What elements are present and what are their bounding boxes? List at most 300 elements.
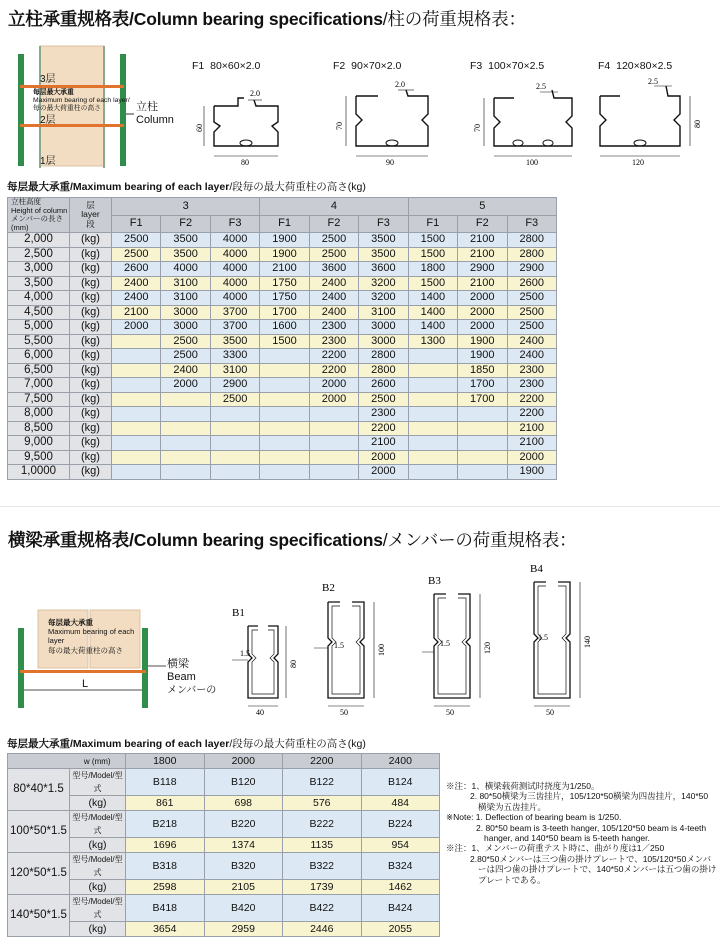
beam-model-cell: B320 xyxy=(204,853,283,880)
bearing-value-cell: 2500 xyxy=(507,305,557,320)
profile-f3 xyxy=(473,82,572,167)
beam-kg-cell: 576 xyxy=(283,796,362,811)
bearing-value-cell: 1500 xyxy=(408,233,457,248)
bearing-value-cell xyxy=(112,421,161,436)
bearing-value-cell xyxy=(112,407,161,422)
beam-kg-cell: 1374 xyxy=(204,838,283,853)
column-table-row xyxy=(8,320,557,335)
beam-label-en: Beam xyxy=(167,671,196,683)
note-line: ※注：1、メンバーの荷重テスト時に、曲がり度は1／250 xyxy=(446,843,665,854)
b1-thick-dim: 1.5 xyxy=(240,649,250,658)
subcol-header: F3 xyxy=(507,215,557,233)
beam-kg-cell: 1462 xyxy=(361,880,440,895)
bearing-value-cell: 2900 xyxy=(458,262,507,277)
bearing-value-cell: 2000 xyxy=(359,450,408,465)
b3-width-dim: 50 xyxy=(446,708,454,717)
b1-width-dim: 40 xyxy=(256,708,264,717)
row-unit: (kg) xyxy=(70,305,112,320)
w-header: 2000 xyxy=(204,754,283,769)
beam-max-jp: 每の最大荷重柱の高さ xyxy=(48,645,123,655)
row-height-value: 3,000 xyxy=(8,262,70,277)
bearing-value-cell xyxy=(309,450,358,465)
beam-size-label: 120*50*1.5 xyxy=(8,853,70,895)
model-label: 型号/Model/型式 xyxy=(70,853,126,880)
beam-max-en1: Maximum bearing of each xyxy=(48,627,135,637)
beam-model-cell: B224 xyxy=(361,811,440,838)
max-bearing-legend xyxy=(33,89,130,114)
beam-notes xyxy=(446,781,716,885)
b3-thick-dim: 1.5 xyxy=(440,639,450,648)
beam-kg-cell: 2055 xyxy=(361,922,440,937)
beam-model-cell: B324 xyxy=(361,853,440,880)
beam-model-cell: B118 xyxy=(126,769,205,796)
f1-width-dim: 80 xyxy=(241,158,249,167)
profile-f1 xyxy=(195,89,278,167)
beam-unit: (kg) xyxy=(70,796,126,811)
bearing-value-cell: 2800 xyxy=(359,349,408,364)
section2-title-bold: 横梁承重规格表/Column bearing specifications xyxy=(8,530,383,550)
bearing-value-cell: 2800 xyxy=(507,233,557,248)
profile-b3 xyxy=(422,575,492,717)
subcol-header: F2 xyxy=(458,215,507,233)
section1-title-rest: /柱の荷重規格表： xyxy=(382,9,526,29)
bearing-value-cell xyxy=(210,436,259,451)
beam-model-cell: B322 xyxy=(283,853,362,880)
beam-unit: (kg) xyxy=(70,838,126,853)
profile-f3-caption: F3 100×70×2.5 xyxy=(470,60,545,72)
bearing-value-cell: 1400 xyxy=(408,305,457,320)
bearing-value-cell: 1900 xyxy=(458,334,507,349)
beam-max-en2: layer xyxy=(48,636,65,646)
bearing-value-cell xyxy=(161,465,210,480)
beam-header-blank xyxy=(8,754,70,769)
row-height-value: 7,000 xyxy=(8,378,70,393)
beam-model-cell: B424 xyxy=(361,895,440,922)
column-table-row xyxy=(8,450,557,465)
model-label: 型号/Model/型式 xyxy=(70,811,126,838)
beam-unit: (kg) xyxy=(70,880,126,895)
bearing-value-cell xyxy=(408,349,457,364)
column-table-row xyxy=(8,378,557,393)
bearing-value-cell: 3500 xyxy=(161,247,210,262)
section1-table-title: 每层最大承重/Maximum bearing of each layer/段毎の最大荷重柱の高さ(kg) xyxy=(7,181,366,193)
beam-model-cell: B218 xyxy=(126,811,205,838)
bearing-value-cell xyxy=(161,450,210,465)
bearing-value-cell: 2000 xyxy=(507,450,557,465)
beam-model-row xyxy=(8,769,440,796)
bearing-value-cell: 1700 xyxy=(458,378,507,393)
beam-size-label: 80*40*1.5 xyxy=(8,769,70,811)
beam-label-jp: メンバーの xyxy=(167,685,217,696)
bearing-value-cell xyxy=(161,407,210,422)
w-header: 2400 xyxy=(361,754,440,769)
bearing-value-cell xyxy=(408,392,457,407)
row-unit: (kg) xyxy=(70,262,112,277)
bearing-value-cell xyxy=(112,349,161,364)
f2-thick-dim: 2.0 xyxy=(395,80,405,89)
bearing-value-cell: 2200 xyxy=(309,349,358,364)
note-line: ※Note: 1. Deflection of bearing beam is 1/250. xyxy=(446,812,622,823)
b4-height-dim: 140 xyxy=(583,636,592,648)
f1-thick-dim: 2.0 xyxy=(250,89,260,98)
beam-model-cell: B422 xyxy=(283,895,362,922)
bearing-value-cell: 1600 xyxy=(260,320,309,335)
b2-label: B2 xyxy=(322,582,335,594)
bearing-value-cell xyxy=(458,450,507,465)
section2-table-title: 每层最大承重/Maximum bearing of each layer/段毎の最大荷重柱の高さ(kg) xyxy=(7,738,366,750)
beam-kg-cell: 1135 xyxy=(283,838,362,853)
beam-kg-cell: 484 xyxy=(361,796,440,811)
bearing-value-cell: 2000 xyxy=(359,465,408,480)
bearing-value-cell xyxy=(260,378,309,393)
beam-kg-cell: 2598 xyxy=(126,880,205,895)
bearing-value-cell: 1500 xyxy=(408,276,457,291)
beam-kg-cell: 1696 xyxy=(126,838,205,853)
beam-rack-illustration xyxy=(14,608,234,708)
column-table-row xyxy=(8,276,557,291)
bearing-value-cell xyxy=(408,450,457,465)
bearing-value-cell: 2300 xyxy=(309,320,358,335)
bearing-value-cell: 2400 xyxy=(507,334,557,349)
row-unit: (kg) xyxy=(70,320,112,335)
row-height-value: 5,500 xyxy=(8,334,70,349)
bearing-value-cell: 3000 xyxy=(161,320,210,335)
beam-model-cell: B122 xyxy=(283,769,362,796)
subcol-header: F1 xyxy=(112,215,161,233)
bearing-value-cell xyxy=(408,363,457,378)
row-height-value: 8,000 xyxy=(8,407,70,422)
group-header-3-layers: 3 xyxy=(112,198,260,216)
bearing-value-cell xyxy=(112,450,161,465)
subcol-header: F1 xyxy=(408,215,457,233)
bearing-value-cell: 2000 xyxy=(309,378,358,393)
bearing-value-cell: 1700 xyxy=(260,305,309,320)
section2-title xyxy=(8,527,576,552)
beam-model-row xyxy=(8,895,440,922)
bearing-value-cell: 1850 xyxy=(458,363,507,378)
beam-model-cell: B124 xyxy=(361,769,440,796)
bearing-value-cell: 2900 xyxy=(507,262,557,277)
note-line: 2. 80*50横梁为三齿挂片，105/120*50横梁为四齿挂片，140*50 xyxy=(470,791,709,802)
profile-f4 xyxy=(600,77,702,167)
bearing-value-cell: 2200 xyxy=(309,363,358,378)
layer-column-header: 层 layer 段 xyxy=(70,198,112,233)
subcol-header: F1 xyxy=(260,215,309,233)
beam-model-cell: B420 xyxy=(204,895,283,922)
b4-width-dim: 50 xyxy=(546,708,554,717)
bearing-value-cell: 4000 xyxy=(210,262,259,277)
bearing-value-cell: 1900 xyxy=(458,349,507,364)
bearing-value-cell xyxy=(260,421,309,436)
bearing-value-cell: 3000 xyxy=(161,305,210,320)
bearing-value-cell: 2200 xyxy=(359,421,408,436)
beam-kg-cell: 3654 xyxy=(126,922,205,937)
beam-size-label: 100*50*1.5 xyxy=(8,811,70,853)
bearing-value-cell: 3600 xyxy=(309,262,358,277)
f4-thick-dim: 2.5 xyxy=(648,77,658,86)
bearing-value-cell: 2500 xyxy=(507,291,557,306)
row-unit: (kg) xyxy=(70,233,112,248)
group-header-4-layers: 4 xyxy=(260,198,408,216)
row-height-value: 9,000 xyxy=(8,436,70,451)
layer-1-label: 1层 xyxy=(40,156,56,167)
row-unit: (kg) xyxy=(70,363,112,378)
beam-model-cell: B418 xyxy=(126,895,205,922)
beam-unit: (kg) xyxy=(70,922,126,937)
profile-f2-caption: F2 90×70×2.0 xyxy=(333,60,402,72)
bearing-value-cell xyxy=(458,465,507,480)
bearing-value-cell: 2500 xyxy=(309,233,358,248)
profile-b4 xyxy=(530,564,592,717)
beam-label xyxy=(167,658,216,697)
section1-title xyxy=(8,6,526,31)
bearing-value-cell xyxy=(260,349,309,364)
column-table-row xyxy=(8,305,557,320)
bearing-value-cell: 2100 xyxy=(458,247,507,262)
row-unit: (kg) xyxy=(70,276,112,291)
column-table-row xyxy=(8,392,557,407)
note-line: 2. 80*50 beam is 3-teeth hanger, 105/120*50 beam is 4-teeth xyxy=(476,822,707,833)
beam-kg-cell: 954 xyxy=(361,838,440,853)
note-line: ーは四つ歯の掛けプレートで、140*50メンバーは五つ歯の掛け xyxy=(478,864,717,875)
bearing-value-cell: 1750 xyxy=(260,276,309,291)
b2-thick-dim: 1.5 xyxy=(334,641,344,650)
bearing-value-cell: 3500 xyxy=(210,334,259,349)
profile-f2 xyxy=(335,80,428,167)
beam-kg-cell: 1739 xyxy=(283,880,362,895)
section1-title-bold: 立柱承重规格表/Column bearing specifications xyxy=(8,9,383,29)
row-unit: (kg) xyxy=(70,291,112,306)
bearing-value-cell: 2100 xyxy=(112,305,161,320)
row-unit: (kg) xyxy=(70,450,112,465)
subcol-header: F2 xyxy=(161,215,210,233)
bearing-value-cell xyxy=(408,465,457,480)
column-table-row xyxy=(8,436,557,451)
column-table-row xyxy=(8,334,557,349)
beam-kg-row xyxy=(8,838,440,853)
f2-height-dim: 70 xyxy=(335,122,344,130)
bearing-value-cell: 4000 xyxy=(210,233,259,248)
bearing-value-cell xyxy=(161,421,210,436)
bearing-value-cell xyxy=(260,465,309,480)
column-table-row xyxy=(8,465,557,480)
bearing-value-cell xyxy=(112,392,161,407)
w-header: 2200 xyxy=(283,754,362,769)
bearing-value-cell: 2100 xyxy=(359,436,408,451)
beam-table-header xyxy=(8,754,440,769)
bearing-value-cell: 1800 xyxy=(408,262,457,277)
bearing-value-cell xyxy=(408,436,457,451)
column-table-header-groups xyxy=(8,198,557,216)
bearing-value-cell: 2100 xyxy=(458,276,507,291)
row-height-value: 3,500 xyxy=(8,276,70,291)
bearing-value-cell: 2500 xyxy=(210,392,259,407)
row-height-value: 8,500 xyxy=(8,421,70,436)
bearing-value-cell xyxy=(260,392,309,407)
bearing-value-cell xyxy=(210,421,259,436)
bearing-value-cell: 3000 xyxy=(359,334,408,349)
bearing-value-cell: 3200 xyxy=(359,276,408,291)
bearing-value-cell xyxy=(260,436,309,451)
layer-3-label: 3层 xyxy=(40,74,56,85)
bearing-value-cell xyxy=(408,407,457,422)
b4-label: B4 xyxy=(530,564,543,575)
model-label: 型号/Model/型式 xyxy=(70,895,126,922)
bearing-value-cell: 2000 xyxy=(309,392,358,407)
f2-width-dim: 90 xyxy=(386,158,394,167)
bearing-value-cell: 1900 xyxy=(507,465,557,480)
b4-thick-dim: 1.5 xyxy=(538,633,548,642)
subcol-header: F2 xyxy=(309,215,358,233)
bearing-value-cell: 3100 xyxy=(161,291,210,306)
bearing-value-cell xyxy=(309,465,358,480)
f3-width-dim: 100 xyxy=(526,158,538,167)
bearing-value-cell xyxy=(112,465,161,480)
f3-height-dim: 70 xyxy=(473,124,482,132)
bearing-value-cell: 2800 xyxy=(507,247,557,262)
f3-thick-dim: 2.5 xyxy=(536,82,546,91)
bearing-value-cell xyxy=(408,378,457,393)
beam-kg-row xyxy=(8,880,440,895)
beam-model-cell: B120 xyxy=(204,769,283,796)
row-height-value: 4,000 xyxy=(8,291,70,306)
bearing-value-cell: 2400 xyxy=(507,349,557,364)
beam-max-legend xyxy=(48,618,134,655)
bearing-value-cell: 2600 xyxy=(112,262,161,277)
bearing-value-cell: 4000 xyxy=(210,276,259,291)
bearing-value-cell: 3100 xyxy=(210,363,259,378)
column-table-row xyxy=(8,262,557,277)
profile-f4-caption: F4 120×80×2.5 xyxy=(598,60,673,72)
row-height-value: 6,500 xyxy=(8,363,70,378)
bearing-value-cell xyxy=(309,436,358,451)
beam-kg-row xyxy=(8,796,440,811)
bearing-value-cell: 2100 xyxy=(458,233,507,248)
bearing-value-cell xyxy=(309,421,358,436)
beam-label-cn: 横梁 xyxy=(167,658,189,670)
max-bearing-cn: 每层最大承重 xyxy=(33,89,74,96)
bearing-value-cell: 3100 xyxy=(161,276,210,291)
bearing-value-cell: 2000 xyxy=(458,305,507,320)
bearing-value-cell: 1500 xyxy=(260,334,309,349)
row-unit: (kg) xyxy=(70,378,112,393)
bearing-value-cell xyxy=(260,363,309,378)
bearing-value-cell: 1750 xyxy=(260,291,309,306)
beam-kg-cell: 698 xyxy=(204,796,283,811)
beam-profiles-drawing xyxy=(228,564,618,724)
f1-height-dim: 60 xyxy=(195,124,204,132)
beam-model-cell: B220 xyxy=(204,811,283,838)
bearing-value-cell: 2200 xyxy=(507,392,557,407)
profile-b1 xyxy=(232,607,298,717)
bearing-value-cell: 2800 xyxy=(359,363,408,378)
bearing-value-cell: 2000 xyxy=(112,320,161,335)
beam-model-cell: B222 xyxy=(283,811,362,838)
note-line: ※注：1、横梁载荷测试时挠度为1/250。 xyxy=(446,781,600,791)
beam-kg-cell: 2446 xyxy=(283,922,362,937)
bearing-value-cell: 2400 xyxy=(112,276,161,291)
bearing-value-cell xyxy=(161,436,210,451)
beam-model-cell: B318 xyxy=(126,853,205,880)
height-column-header: 立柱高度 Height of column メンバーの長さ(mm) xyxy=(8,198,70,233)
note-line: 横梁为五齿挂片。 xyxy=(478,801,547,812)
b2-height-dim: 100 xyxy=(377,644,386,656)
row-height-value: 5,000 xyxy=(8,320,70,335)
bearing-value-cell: 3100 xyxy=(359,305,408,320)
bearing-value-cell xyxy=(112,363,161,378)
bearing-value-cell: 3300 xyxy=(210,349,259,364)
bearing-value-cell: 3200 xyxy=(359,291,408,306)
group-header-5-layers: 5 xyxy=(408,198,556,216)
bearing-value-cell: 2400 xyxy=(309,305,358,320)
bearing-value-cell: 2000 xyxy=(458,320,507,335)
b3-label: B3 xyxy=(428,575,441,587)
column-table-row xyxy=(8,421,557,436)
column-table-row xyxy=(8,291,557,306)
bearing-value-cell: 2000 xyxy=(458,291,507,306)
bearing-value-cell: 4000 xyxy=(210,291,259,306)
w-header: 1800 xyxy=(126,754,205,769)
beam-model-row xyxy=(8,811,440,838)
row-unit: (kg) xyxy=(70,349,112,364)
note-line: プレートである。 xyxy=(478,874,546,885)
bearing-value-cell: 1400 xyxy=(408,320,457,335)
model-label: 型号/Model/型式 xyxy=(70,769,126,796)
note-line: 2.80*50メンバーは三つ歯の掛けプレートで、105/120*50メンバ xyxy=(470,853,712,864)
column-table-row xyxy=(8,407,557,422)
note-line: hanger, and 140*50 beam is 5-teeth hanger. xyxy=(484,833,650,844)
bearing-value-cell: 2400 xyxy=(161,363,210,378)
row-unit: (kg) xyxy=(70,465,112,480)
layer-2-label: 2层 xyxy=(40,115,56,126)
bearing-value-cell xyxy=(309,407,358,422)
subcol-header: F3 xyxy=(359,215,408,233)
beam-length-label: L xyxy=(82,678,89,690)
bearing-value-cell xyxy=(408,421,457,436)
bearing-value-cell: 2300 xyxy=(507,378,557,393)
b1-height-dim: 80 xyxy=(289,660,298,668)
profile-f1-caption: F1 80×60×2.0 xyxy=(192,60,261,72)
bearing-value-cell xyxy=(210,465,259,480)
beam-kg-cell: 2959 xyxy=(204,922,283,937)
bearing-value-cell: 2500 xyxy=(359,392,408,407)
bearing-value-cell xyxy=(458,421,507,436)
row-unit: (kg) xyxy=(70,247,112,262)
bearing-value-cell: 3500 xyxy=(161,233,210,248)
bearing-value-cell: 2500 xyxy=(161,349,210,364)
beam-max-cn: 每层最大承重 xyxy=(48,618,93,627)
bearing-value-cell: 1700 xyxy=(458,392,507,407)
beam-kg-cell: 861 xyxy=(126,796,205,811)
bearing-value-cell: 1900 xyxy=(260,233,309,248)
beam-bearing-table xyxy=(7,753,440,937)
subcol-header: F3 xyxy=(210,215,259,233)
bearing-value-cell xyxy=(112,378,161,393)
row-height-value: 2,500 xyxy=(8,247,70,262)
row-unit: (kg) xyxy=(70,436,112,451)
bearing-value-cell: 4000 xyxy=(210,247,259,262)
beam-kg-row xyxy=(8,922,440,937)
column-profiles-drawing xyxy=(188,76,718,168)
bearing-value-cell xyxy=(112,436,161,451)
bearing-value-cell: 2500 xyxy=(161,334,210,349)
bearing-value-cell: 2500 xyxy=(507,320,557,335)
row-height-value: 9,500 xyxy=(8,450,70,465)
bearing-value-cell: 2100 xyxy=(507,421,557,436)
row-unit: (kg) xyxy=(70,334,112,349)
bearing-value-cell: 2300 xyxy=(309,334,358,349)
bearing-value-cell xyxy=(458,407,507,422)
